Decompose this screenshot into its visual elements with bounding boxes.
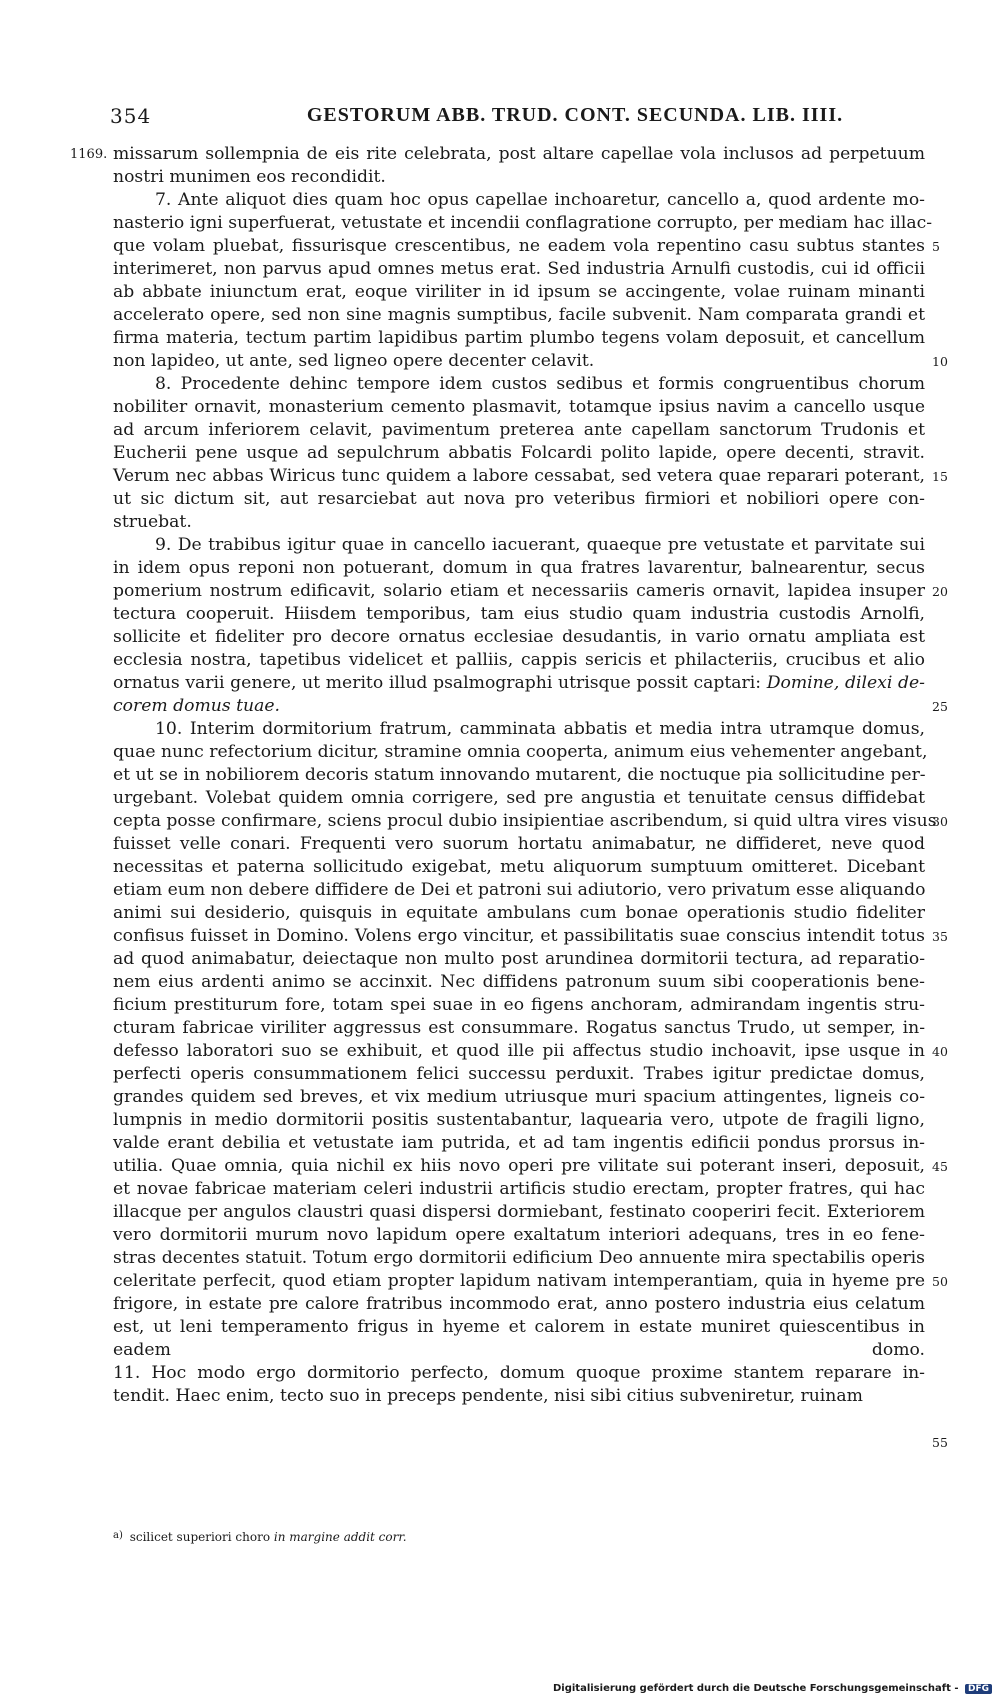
text-line: que volam pluebat, fissurisque crescentibus, ne eadem vola repentino casu subtus stantes bbox=[113, 236, 925, 256]
line-number: 25 bbox=[932, 699, 948, 714]
text-line: perfecti operis consummationem felici successu perduxit. Trabes igitur predictae domus, bbox=[113, 1064, 925, 1084]
text-line: ficium prestiturum fore, totam spei suae in eo figens anchoram, admirandam ingentis stru- bbox=[113, 995, 925, 1015]
text-line: 11. Hoc modo ergo dormitorio perfecto, domum quoque proxime stantem reparare in- bbox=[113, 1363, 925, 1383]
line-number: 20 bbox=[932, 584, 948, 599]
text-line: est, ut leni temperamento frigus in hyeme et calorem in estate muniret quiescentibus in bbox=[113, 1317, 925, 1337]
text-line: in idem opus reponi non potuerant, domum in qua fratres lavarentur, balnearentur, secus bbox=[113, 558, 925, 578]
footnote-mark: a) bbox=[113, 1530, 123, 1541]
text-line: ecclesia nostra, tapetibus videlicet et palliis, cappis sericis et philacteriis, crucibus et alio bbox=[113, 650, 925, 670]
text-line: fuisset velle conari. Frequenti vero suorum hortatu animabatur, ne diffideret, neve quod bbox=[113, 834, 925, 854]
line-number: 50 bbox=[932, 1274, 948, 1289]
text-line: urgebant. Volebat quidem omnia corrigere, sed pre angustia et tenuitate census diffidebat bbox=[113, 788, 925, 808]
text-line: stras decentes statuit. Totum ergo dormitorii edificium Deo annuente mira spectabilis operis bbox=[113, 1248, 925, 1268]
running-title: GESTORUM ABB. TRUD. CONT. SECUNDA. LIB. IIII. bbox=[306, 104, 844, 126]
text-line: 10. Interim dormitorium fratrum, camminata abbatis et media intra utramque domus, bbox=[155, 719, 925, 739]
text-line: ab abbate iniunctum erat, eoque viriliter in id ipsum se accingente, volae ruinam minanti bbox=[113, 282, 925, 302]
text-line: tectura cooperuit. Hiisdem temporibus, tam eius studio quam industria custodis Arnolfi, bbox=[113, 604, 925, 624]
text-line: 9. De trabibus igitur quae in cancello iacuerant, quaeque pre vetustate et parvitate sui bbox=[155, 535, 925, 555]
text-line: lumpnis in medio dormitorii positis sustentabantur, laquearia vero, utpote de fragili ligno, bbox=[113, 1110, 925, 1130]
text-line: ad quod animabatur, deiectaque non multo post arundinea dormitorii tectura, ad reparatio- bbox=[113, 949, 925, 969]
line-number: 55 bbox=[932, 1435, 948, 1450]
text-line: grandes quidem sed breves, et vix medium utriusque muri spacium attingentes, ligneis co- bbox=[113, 1087, 925, 1107]
text-line: accelerato opere, sed non sine magnis sumptibus, facile subvenit. Nam comparata grandi et bbox=[113, 305, 925, 325]
text-line: animi sui desiderio, quisquis in equitate ambulans cum bonae operationis studio fideliter bbox=[113, 903, 925, 923]
year-marker: 1169. bbox=[70, 147, 108, 162]
text-line: eadem domo. bbox=[113, 1340, 925, 1360]
text-line: struebat. bbox=[113, 512, 192, 532]
text-line: cturam fabricae viriliter aggressus est consummare. Rogatus sanctus Trudo, ut semper, in- bbox=[113, 1018, 925, 1038]
text-line: 7. Ante aliquot dies quam hoc opus capellae inchoaretur, cancello a, quod ardente mo- bbox=[155, 190, 925, 210]
line-number: 10 bbox=[932, 354, 948, 369]
text-line: frigore, in estate pre calore fratribus incommodo erat, anno postero industria eius celatum bbox=[113, 1294, 925, 1314]
digitization-credit bbox=[553, 1683, 992, 1694]
text-line: Verum nec abbas Wiricus tunc quidem a labore cessabat, sed vetera quae reparari poterant, bbox=[113, 466, 925, 486]
text-line: valde erant debilia et vetustate iam putrida, et ad tam ingentis edificii pondus prorsus in- bbox=[113, 1133, 925, 1153]
text-line: vero dormitorii murum novo lapidum opere exaltatum interiori adequans, tres in eo fene- bbox=[113, 1225, 925, 1245]
text-line: etiam eum non debere diffidere de Dei et patroni sui adiutorio, vero privatum esse aliquando bbox=[113, 880, 926, 900]
text-line: 8. Procedente dehinc tempore idem custos sedibus et formis congruentibus chorum bbox=[155, 374, 925, 394]
page-number: 354 bbox=[110, 104, 152, 128]
text-line: missarum sollempnia de eis rite celebrata, post altare capellae vola inclusos ad perpetuum bbox=[113, 144, 925, 164]
text-line: nem eius ardenti animo se accinxit. Nec diffidens patronum suum sibi cooperationis bene- bbox=[113, 972, 925, 992]
line-number: 30 bbox=[932, 814, 948, 829]
line-number: 45 bbox=[932, 1159, 948, 1174]
text-line: illacque per angulos claustri quasi dispersi dormiebant, festinato cooperiri fecit. Exteriorem bbox=[113, 1202, 925, 1222]
credit-text: Digitalisierung gefördert durch die Deutsche Forschungsgemeinschaft - bbox=[552, 1683, 959, 1694]
text-line: defesso laboratori suo se exhibuit, et quod ille pii affectus studio inchoavit, ipse usque in bbox=[113, 1041, 925, 1061]
footnote-italic-text: in margine addit corr. bbox=[273, 1530, 407, 1544]
text-line: nobiliter ornavit, monasterium cemento plasmavit, totamque ipsius navim a cancello usque bbox=[113, 397, 925, 417]
psalm-quote: Domine, dilexi de- bbox=[766, 673, 925, 693]
text-line: cepta posse confirmare, sciens procul dubio insipientiae ascribendum, si quid ultra vires visus bbox=[113, 811, 937, 831]
line-number: 5 bbox=[932, 239, 940, 254]
text-line: celeritate perfecit, quod etiam propter lapidum nativam intemperantiam, quia in hyeme pre bbox=[113, 1271, 925, 1291]
text-line: et ut se in nobiliorem decoris statum innovando mutarent, die noctuque pia sollicitudine per- bbox=[113, 765, 926, 785]
text-line bbox=[113, 671, 925, 696]
text-line: Eucherii pene usque ad sepulchrum abbatis Folcardi polito lapide, opere decenti, stravit. bbox=[113, 443, 925, 463]
text-line: firma materia, tectum partim lapidibus partim plumbo tegens volam deposuit, et cancellum bbox=[113, 328, 925, 348]
line-number: 15 bbox=[932, 469, 948, 484]
text-line: confisus fuisset in Domino. Volens ergo vincitur, et passibilitatis suae conscius intendit totus bbox=[113, 926, 925, 946]
text-line: et novae fabricae materiam celeri industrii artificis studio erectam, propter fratres, qui hac bbox=[113, 1179, 925, 1199]
line-number: 40 bbox=[932, 1044, 948, 1059]
text-line: nasterio igni superfuerat, vetustate et incendii conflagratione corrupto, per mediam hac illac- bbox=[113, 213, 932, 233]
text-line: tendit. Haec enim, tecto suo in preceps pendente, nisi sibi citius subveniretur, ruinam bbox=[113, 1386, 863, 1406]
psalm-quote-continuation: corem domus tuae. bbox=[113, 696, 280, 716]
text-line: interimeret, non parvus apud omnes metus erat. Sed industria Arnulfi custodis, cui id officii bbox=[113, 259, 925, 279]
footnote-text: scilicet superiori choro bbox=[129, 1530, 271, 1544]
text-line: utilia. Quae omnia, quia nichil ex hiis novo operi pre vilitate sui poterant inseri, deposuit, bbox=[113, 1156, 925, 1176]
text-line: nostri munimen eos recondidit. bbox=[113, 167, 386, 187]
text-line: sollicite et fideliter pro decore ornatus ecclesiae desudantis, in vario ornatu ampliata est bbox=[113, 627, 925, 647]
page-header bbox=[110, 104, 920, 132]
line-text: ornatus varii genere, ut merito illud psalmographi utrisque possit captari: bbox=[113, 673, 767, 693]
text-line: ad arcum inferiorem celavit, pavimentum preterea ante capellam sanctorum Trudonis et bbox=[113, 420, 925, 440]
text-line: ut sic dictum sit, aut resarciebat aut nova pro veteribus firmiori et nobiliori opere con- bbox=[113, 489, 925, 509]
line-number: 35 bbox=[932, 929, 948, 944]
footnote bbox=[113, 1530, 407, 1544]
text-line: necessitas et paterna sollicitudo exigebat, metu aliquorum sumptuum omitteret. Dicebant bbox=[113, 857, 925, 877]
dfg-logo-icon: DFG bbox=[965, 1684, 992, 1694]
text-line: non lapideo, ut ante, sed ligneo opere decenter celavit. bbox=[113, 351, 595, 371]
text-line: quae nunc refectorium dicitur, stramine omnia cooperta, animum eius vehementer angebant, bbox=[113, 742, 928, 762]
text-line: pomerium nostrum edificavit, solario etiam et necessariis cameris ornavit, lapidea insuper bbox=[113, 581, 925, 601]
